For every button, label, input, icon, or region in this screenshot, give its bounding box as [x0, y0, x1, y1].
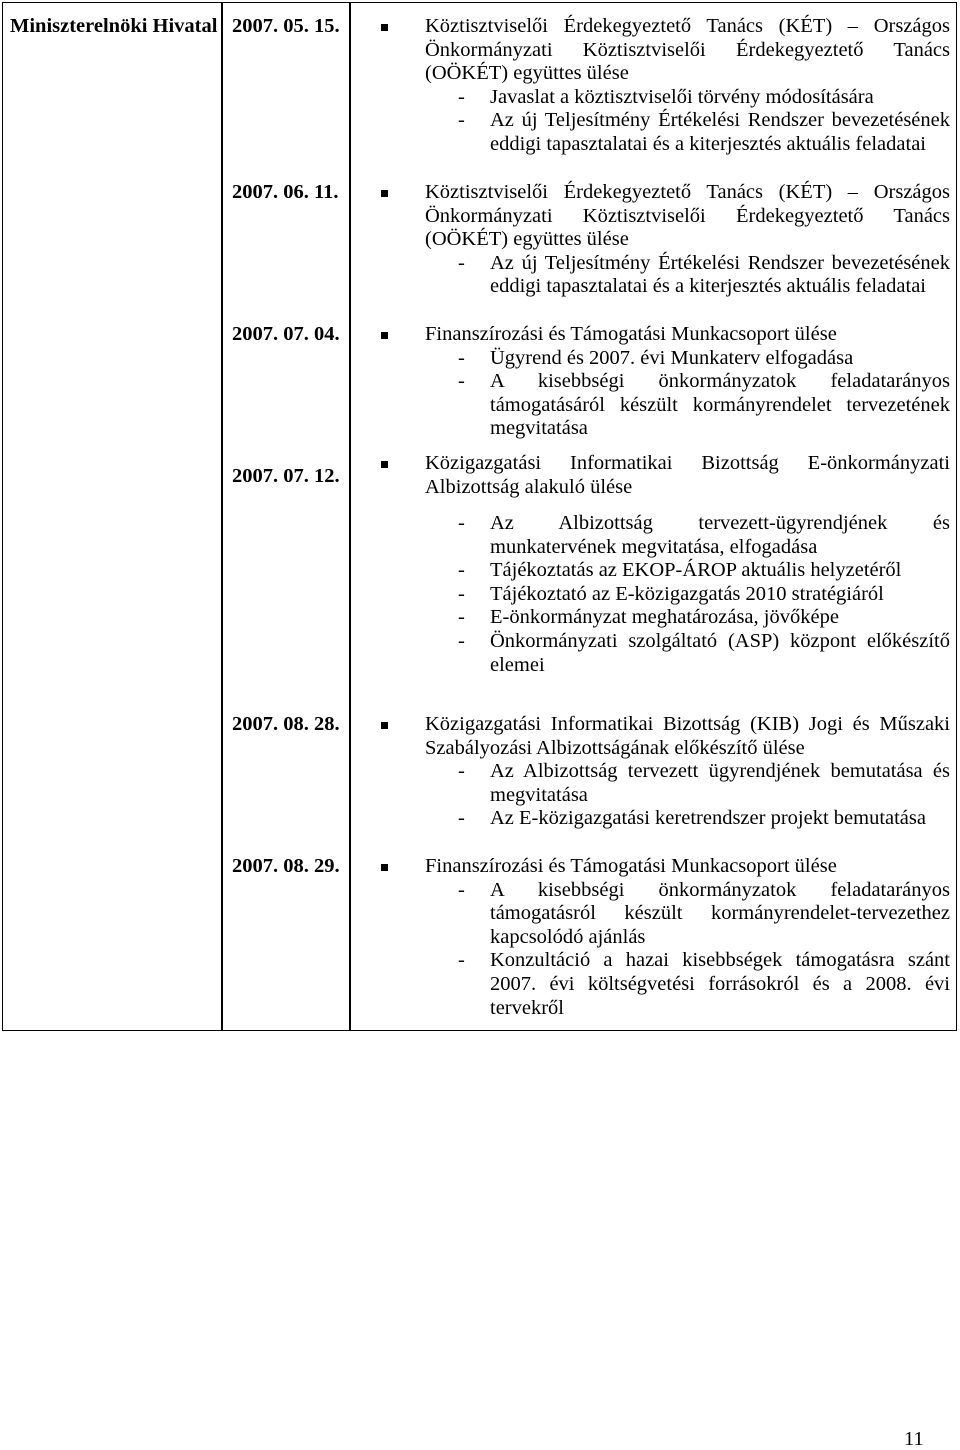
- meeting-title: Köztisztviselői Érdekegyeztető Tanács (KÉT) – Országos Önkormányzati Köztisztviselői Érdekegyeztető Tanács (OÖKÉT) együttes ülése: [425, 15, 950, 85]
- dash-marker: -: [458, 370, 465, 393]
- agenda-item: [458, 251, 950, 299]
- meeting-date: 2007. 06. 11.: [232, 181, 339, 203]
- meeting-date: 2007. 08. 29.: [232, 855, 340, 877]
- meeting-date: 2007. 07. 12.: [232, 465, 340, 487]
- agenda-item: [458, 629, 950, 677]
- meeting-entry: [350, 713, 950, 831]
- meeting-date: 2007. 07. 04.: [232, 323, 340, 345]
- dash-marker: -: [458, 807, 465, 830]
- dash-marker: -: [458, 109, 465, 132]
- agenda-item: [458, 370, 950, 441]
- meeting-entry: [350, 855, 950, 1020]
- agenda-item: [458, 582, 950, 607]
- agenda-item: [458, 346, 950, 371]
- agenda-item-text: Önkormányzati szolgáltató (ASP) központ előkészítő elemei: [490, 629, 950, 676]
- agenda-item-text: Tájékoztató az E-közigazgatás 2010 stratégiáról: [490, 582, 884, 605]
- agenda-item: [458, 807, 950, 831]
- meeting-entry: [350, 452, 950, 677]
- agenda-item: [458, 760, 950, 807]
- meeting-title: Finanszírozási és Támogatási Munkacsoport ülése: [425, 323, 837, 345]
- dash-marker: -: [458, 346, 465, 369]
- agenda-item-text: E-önkormányzat meghatározása, jövőképe: [490, 606, 839, 629]
- dash-marker: -: [458, 85, 465, 108]
- agenda-item-text: Az új Teljesítmény Értékelési Rendszer bevezetésének eddigi tapasztalatai és a kiterjesztés aktuális feladatai: [490, 251, 950, 298]
- square-bullet-icon: [381, 24, 388, 31]
- agenda-item-text: A kisebbségi önkormányzatok feladatarányos támogatásáról készült kormányrendelet tervezetének megvitatása: [490, 370, 950, 440]
- meeting-date: 2007. 08. 28.: [232, 713, 340, 735]
- agenda-item: [458, 511, 950, 559]
- column-divider-institution: [221, 2, 223, 1031]
- dash-marker: -: [458, 511, 465, 534]
- meeting-entry: [350, 181, 950, 299]
- agenda-item: [458, 949, 950, 1020]
- meeting-title: Közigazgatási Informatikai Bizottság E-önkormányzati Albizottság alakuló ülése: [425, 452, 950, 498]
- meeting-title: Finanszírozási és Támogatási Munkacsoport ülése: [425, 855, 837, 877]
- agenda-item-text: Az Albizottság tervezett ügyrendjének bemutatása és megvitatása: [490, 760, 950, 806]
- dash-marker: -: [458, 559, 465, 582]
- square-bullet-icon: [381, 864, 388, 871]
- square-bullet-icon: [381, 461, 388, 468]
- dash-marker: -: [458, 606, 465, 629]
- agenda-item: [458, 606, 950, 630]
- agenda-item-text: Az Albizottság tervezett-ügyrendjének és munkatervének megvitatása, elfogadása: [490, 511, 950, 558]
- agenda-item: [458, 559, 950, 583]
- page-number: 11: [904, 1428, 924, 1450]
- agenda-item-text: Ügyrend és 2007. évi Munkaterv elfogadása: [490, 346, 854, 369]
- dash-marker: -: [458, 582, 465, 605]
- agenda-item-text: Az E-közigazgatási keretrendszer projekt bemutatása: [490, 807, 926, 830]
- meeting-entry: [350, 323, 950, 441]
- square-bullet-icon: [381, 332, 388, 339]
- meeting-title: Köztisztviselői Érdekegyeztető Tanács (KÉT) – Országos Önkormányzati Köztisztviselői Érdekegyeztető Tanács (OÖKÉT) együttes ülése: [425, 181, 950, 251]
- dash-marker: -: [458, 251, 465, 274]
- square-bullet-icon: [381, 722, 388, 729]
- meeting-date: 2007. 05. 15.: [232, 15, 340, 37]
- agenda-item-text: Tájékoztatás az EKOP-ÁROP aktuális helyzetéről: [490, 559, 902, 582]
- agenda-item-text: Az új Teljesítmény Értékelési Rendszer bevezetésének eddigi tapasztalatai és a kiterjesztés aktuális feladatai: [490, 109, 950, 155]
- agenda-item: [458, 878, 950, 950]
- meeting-title: Közigazgatási Informatikai Bizottság (KIB) Jogi és Műszaki Szabályozási Albizottságának előkészítő ülése: [425, 713, 950, 759]
- agenda-item-text: Javaslat a köztisztviselői törvény módosítására: [490, 85, 874, 108]
- agenda-item-text: Konzultáció a hazai kisebbségek támogatásra szánt 2007. évi költségvetési forrásokról és a 2008. évi tervekről: [490, 949, 950, 1019]
- dash-marker: -: [458, 878, 465, 901]
- agenda-item-text: A kisebbségi önkormányzatok feladatarányos támogatásról készült kormányrendelet-tervezethez kapcsolódó ajánlás: [490, 878, 950, 948]
- institution-name: Miniszterelnöki Hivatal: [10, 15, 218, 37]
- meeting-entry: [350, 15, 950, 157]
- dash-marker: -: [458, 949, 465, 972]
- square-bullet-icon: [381, 190, 388, 197]
- agenda-item: [458, 85, 950, 110]
- dash-marker: -: [458, 760, 465, 783]
- dash-marker: -: [458, 629, 465, 652]
- agenda-item: [458, 109, 950, 156]
